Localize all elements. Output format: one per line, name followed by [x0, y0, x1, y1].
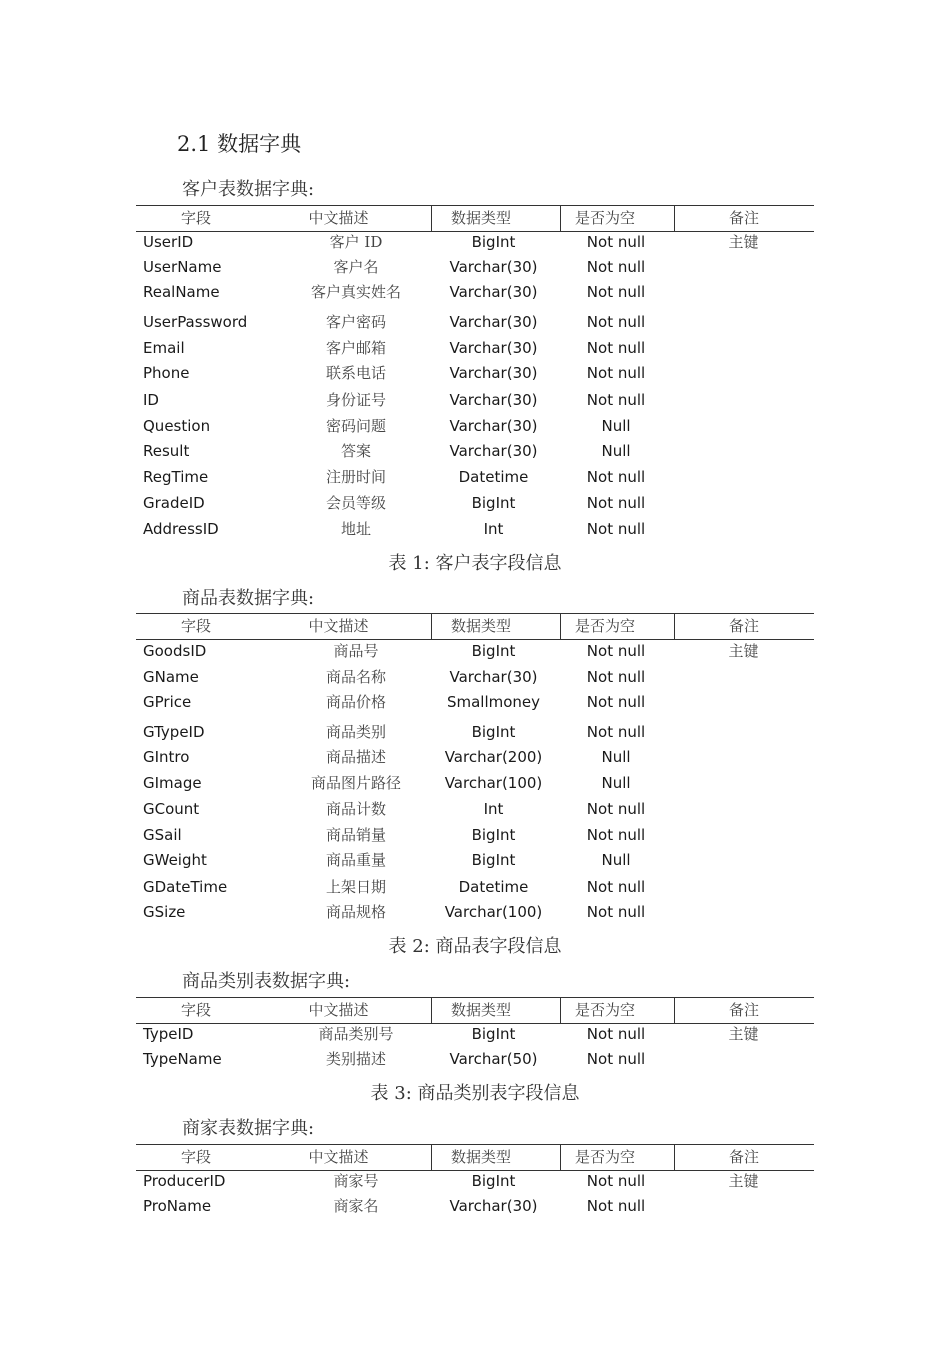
section-title: 2.1 数据字典	[177, 132, 302, 156]
column-header-note: 备注	[728, 209, 759, 227]
cell-nullable: Not null	[586, 339, 646, 357]
cell-data-type: BigInt	[471, 723, 516, 741]
table-row	[136, 230, 814, 254]
cell-field: GWeight	[143, 851, 207, 869]
column-divider	[674, 998, 675, 1023]
cell-note	[676, 665, 811, 689]
table-row	[136, 491, 814, 515]
table-row	[136, 280, 814, 304]
column-divider	[431, 206, 432, 231]
cell-field: ProducerID	[143, 1172, 226, 1190]
cell-description: 客户邮箱	[325, 339, 386, 357]
cell-field: GImage	[143, 774, 202, 792]
cell-data-type: BigInt	[471, 826, 516, 844]
cell-field: ProName	[143, 1197, 212, 1215]
cell-note	[676, 439, 811, 463]
cell-description: 客户 ID	[329, 233, 383, 251]
table-row	[136, 361, 814, 385]
column-divider	[431, 1145, 432, 1170]
cell-description: 答案	[340, 442, 371, 460]
cell-nullable: Not null	[586, 283, 646, 301]
table-row	[136, 439, 814, 463]
column-header-data-type: 数据类型	[450, 1148, 511, 1166]
cell-nullable: Not null	[586, 800, 646, 818]
cell-nullable: Not null	[586, 494, 646, 512]
cell-field: GCount	[143, 800, 200, 818]
cell-description: 客户名	[333, 258, 379, 276]
cell-field: RegTime	[143, 468, 209, 486]
cell-field: UserPassword	[143, 313, 248, 331]
cell-note	[676, 280, 811, 304]
cell-field: GIntro	[143, 748, 190, 766]
column-header-nullable: 是否为空	[574, 209, 635, 227]
cell-data-type: Varchar(30)	[449, 668, 538, 686]
cell-description: 商品图片路径	[310, 774, 401, 792]
cell-description: 类别描述	[325, 1050, 386, 1068]
table-header-row	[136, 205, 814, 232]
cell-field: GSail	[143, 826, 182, 844]
table-row	[136, 310, 814, 334]
cell-note	[676, 1047, 811, 1071]
cell-note	[676, 310, 811, 334]
table-heading: 商品表数据字典:	[182, 588, 315, 609]
column-header-description: 中文描述	[308, 617, 369, 635]
column-divider	[560, 998, 561, 1023]
table-row	[136, 900, 814, 924]
cell-data-type: Varchar(30)	[449, 1197, 538, 1215]
cell-note	[676, 414, 811, 438]
cell-note	[676, 900, 811, 924]
cell-data-type: BigInt	[471, 1025, 516, 1043]
table-row	[136, 517, 814, 541]
cell-note	[676, 336, 811, 360]
cell-description: 密码问题	[325, 417, 386, 435]
cell-data-type: Varchar(100)	[444, 774, 543, 792]
table-caption: 表 2: 商品表字段信息	[388, 936, 562, 957]
cell-note	[676, 517, 811, 541]
cell-data-type: Smallmoney	[446, 693, 541, 711]
cell-field: Phone	[143, 364, 190, 382]
cell-description: 商品名称	[325, 668, 386, 686]
cell-note: 主键	[728, 642, 759, 660]
cell-nullable: Not null	[586, 520, 646, 538]
cell-description: 商品类别	[325, 723, 386, 741]
column-header-nullable: 是否为空	[574, 1148, 635, 1166]
table-header-row	[136, 997, 814, 1024]
cell-data-type: Datetime	[458, 468, 529, 486]
table-row	[136, 797, 814, 821]
cell-data-type: Varchar(30)	[449, 258, 538, 276]
cell-nullable: Not null	[586, 1197, 646, 1215]
cell-data-type: Varchar(200)	[444, 748, 543, 766]
cell-data-type: Varchar(100)	[444, 903, 543, 921]
cell-field: UserID	[143, 233, 194, 251]
table-row	[136, 1194, 814, 1218]
table-row	[136, 720, 814, 744]
cell-note	[676, 720, 811, 744]
cell-field: GDateTime	[143, 878, 228, 896]
cell-data-type: Varchar(30)	[449, 442, 538, 460]
cell-data-type: Varchar(30)	[449, 339, 538, 357]
column-divider	[674, 614, 675, 639]
cell-note	[676, 797, 811, 821]
column-header-data-type: 数据类型	[450, 617, 511, 635]
cell-field: GPrice	[143, 693, 192, 711]
cell-nullable: Not null	[586, 233, 646, 251]
table-row	[136, 745, 814, 769]
cell-data-type: Varchar(30)	[449, 283, 538, 301]
cell-note	[676, 388, 811, 412]
cell-description: 商品价格	[325, 693, 386, 711]
column-header-nullable: 是否为空	[574, 617, 635, 635]
cell-description: 商品销量	[325, 826, 386, 844]
table-row	[136, 388, 814, 412]
cell-nullable: Not null	[586, 468, 646, 486]
cell-nullable: Not null	[586, 1050, 646, 1068]
cell-description: 商家名	[333, 1197, 379, 1215]
cell-description: 商品类别号	[318, 1025, 394, 1043]
cell-data-type: BigInt	[471, 233, 516, 251]
cell-description: 会员等级	[325, 494, 386, 512]
column-header-field: 字段	[180, 1001, 211, 1019]
cell-nullable: Not null	[586, 642, 646, 660]
cell-description: 商品规格	[325, 903, 386, 921]
cell-description: 商品重量	[325, 851, 386, 869]
cell-field: ID	[143, 391, 159, 409]
table-caption: 表 3: 商品类别表字段信息	[370, 1083, 580, 1104]
cell-field: GTypeID	[143, 723, 205, 741]
cell-note	[676, 771, 811, 795]
table-row	[136, 1169, 814, 1193]
cell-nullable: Not null	[586, 391, 646, 409]
column-divider	[431, 614, 432, 639]
cell-nullable: Not null	[586, 258, 646, 276]
cell-data-type: Varchar(30)	[449, 391, 538, 409]
table-header-row	[136, 1144, 814, 1171]
cell-note	[676, 848, 811, 872]
cell-nullable: Not null	[586, 826, 646, 844]
table-row	[136, 1022, 814, 1046]
column-header-note: 备注	[728, 1001, 759, 1019]
cell-note: 主键	[728, 1025, 759, 1043]
cell-data-type: BigInt	[471, 851, 516, 869]
table-heading: 客户表数据字典:	[182, 179, 315, 200]
cell-nullable: Not null	[586, 903, 646, 921]
cell-note	[676, 745, 811, 769]
column-divider	[560, 614, 561, 639]
cell-data-type: Int	[483, 520, 504, 538]
table-row	[136, 414, 814, 438]
column-divider	[560, 1145, 561, 1170]
cell-data-type: Datetime	[458, 878, 529, 896]
column-divider	[674, 206, 675, 231]
cell-field: GSize	[143, 903, 186, 921]
column-divider	[560, 206, 561, 231]
cell-field: TypeID	[143, 1025, 194, 1043]
cell-nullable: Not null	[586, 878, 646, 896]
table-caption: 表 1: 客户表字段信息	[388, 553, 562, 574]
cell-data-type: Varchar(30)	[449, 417, 538, 435]
cell-nullable: Null	[601, 774, 631, 792]
column-header-description: 中文描述	[308, 1001, 369, 1019]
table-row	[136, 255, 814, 279]
cell-field: AddressID	[143, 520, 219, 538]
cell-note	[676, 823, 811, 847]
cell-description: 商家号	[333, 1172, 379, 1190]
cell-field: RealName	[143, 283, 220, 301]
cell-description: 上架日期	[325, 878, 386, 896]
table-row	[136, 665, 814, 689]
cell-description: 商品计数	[325, 800, 386, 818]
cell-field: Question	[143, 417, 211, 435]
cell-description: 身份证号	[325, 391, 386, 409]
column-header-description: 中文描述	[308, 209, 369, 227]
cell-data-type: Int	[483, 800, 504, 818]
cell-nullable: Null	[601, 748, 631, 766]
cell-nullable: Null	[601, 417, 631, 435]
table-row	[136, 690, 814, 714]
cell-nullable: Not null	[586, 1172, 646, 1190]
cell-nullable: Not null	[586, 364, 646, 382]
cell-description: 地址	[340, 520, 371, 538]
table-row	[136, 465, 814, 489]
cell-note: 主键	[728, 233, 759, 251]
table-header-row	[136, 613, 814, 640]
column-header-field: 字段	[180, 209, 211, 227]
cell-data-type: Varchar(50)	[449, 1050, 538, 1068]
table-row	[136, 639, 814, 663]
column-header-data-type: 数据类型	[450, 209, 511, 227]
cell-note	[676, 1194, 811, 1218]
cell-data-type: BigInt	[471, 1172, 516, 1190]
cell-description: 注册时间	[325, 468, 386, 486]
column-divider	[431, 998, 432, 1023]
cell-field: TypeName	[143, 1050, 222, 1068]
cell-data-type: Varchar(30)	[449, 313, 538, 331]
column-header-data-type: 数据类型	[450, 1001, 511, 1019]
column-header-note: 备注	[728, 617, 759, 635]
cell-description: 商品号	[333, 642, 379, 660]
column-header-description: 中文描述	[308, 1148, 369, 1166]
cell-nullable: Not null	[586, 693, 646, 711]
column-divider	[674, 1145, 675, 1170]
cell-data-type: Varchar(30)	[449, 364, 538, 382]
cell-field: UserName	[143, 258, 222, 276]
cell-note	[676, 491, 811, 515]
cell-nullable: Null	[601, 442, 631, 460]
column-header-note: 备注	[728, 1148, 759, 1166]
cell-note	[676, 465, 811, 489]
cell-note	[676, 255, 811, 279]
cell-field: GradeID	[143, 494, 205, 512]
column-header-field: 字段	[180, 617, 211, 635]
cell-description: 客户密码	[325, 313, 386, 331]
table-row	[136, 823, 814, 847]
cell-field: GoodsID	[143, 642, 207, 660]
cell-field: Email	[143, 339, 185, 357]
cell-data-type: BigInt	[471, 494, 516, 512]
cell-field: GName	[143, 668, 199, 686]
cell-nullable: Not null	[586, 723, 646, 741]
table-row	[136, 848, 814, 872]
cell-nullable: Not null	[586, 1025, 646, 1043]
cell-note	[676, 875, 811, 899]
cell-description: 客户真实姓名	[310, 283, 401, 301]
table-row	[136, 336, 814, 360]
cell-field: Result	[143, 442, 190, 460]
cell-description: 商品描述	[325, 748, 386, 766]
cell-note	[676, 690, 811, 714]
table-heading: 商家表数据字典:	[182, 1118, 315, 1139]
cell-nullable: Not null	[586, 313, 646, 331]
table-row	[136, 771, 814, 795]
column-header-nullable: 是否为空	[574, 1001, 635, 1019]
table-heading: 商品类别表数据字典:	[182, 971, 351, 992]
table-row	[136, 1047, 814, 1071]
column-header-field: 字段	[180, 1148, 211, 1166]
cell-note: 主键	[728, 1172, 759, 1190]
cell-note	[676, 361, 811, 385]
cell-description: 联系电话	[325, 364, 386, 382]
cell-nullable: Not null	[586, 668, 646, 686]
table-row	[136, 875, 814, 899]
cell-nullable: Null	[601, 851, 631, 869]
cell-data-type: BigInt	[471, 642, 516, 660]
